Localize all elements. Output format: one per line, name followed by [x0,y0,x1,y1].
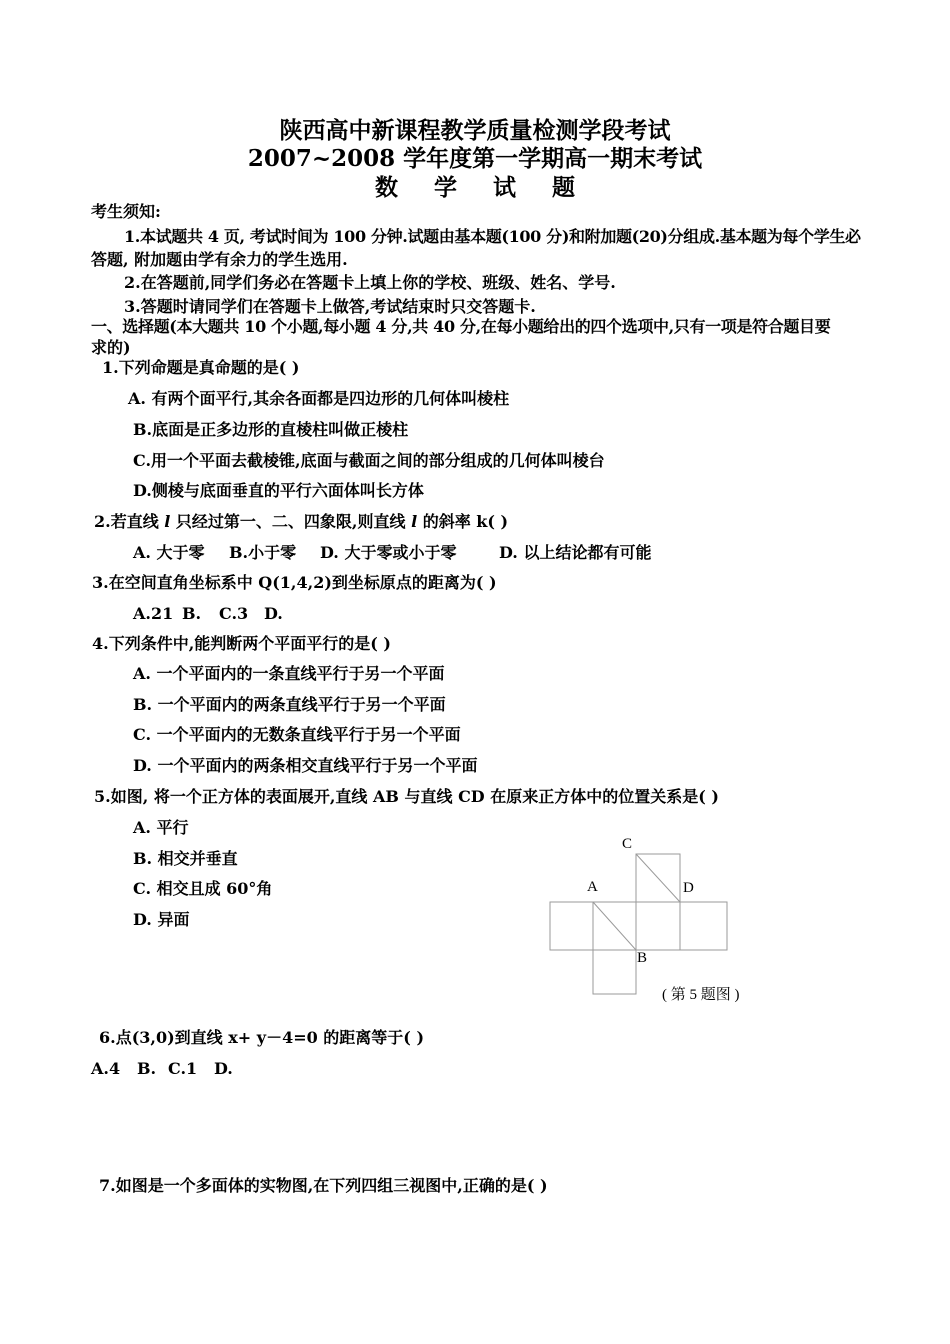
exam-title-line2: 2007~2008 学年度第一学期高一期末考试 [247,145,703,172]
question-5-option-a: A. 平行 [133,818,189,837]
question-3-option-d: D. [264,604,283,623]
notice-item-3: 3.答题时请同学们在答题卡上做答,考试结束时只交答题卡. [124,297,536,316]
section-1-heading-line1: 一、选择题(本大题共 10 个小题,每小题 4 分,共 40 分,在每小题给出的四个选项中,只有一项是符合题目要 [91,317,831,336]
section-1-heading-line2: 求的) [91,338,131,357]
exam-subject-title: 数 学 试 题 [374,174,590,201]
figure-label-a: A [587,879,598,895]
question-2-stem [94,512,508,532]
question-3-option-c: C.3 [219,604,249,623]
question-1-option-b: B.底面是正多边形的直棱柱叫做正棱柱 [133,420,409,439]
question-2-option-a: A. 大于零 [133,543,205,562]
question-3-option-b: B. [182,604,202,623]
line-l-symbol: l [164,512,171,531]
question-6-option-d: D. [214,1059,233,1078]
question-4-option-a: A. 一个平面内的一条直线平行于另一个平面 [133,664,445,683]
figure-label-c: C [622,836,633,852]
question-4-option-c: C. 一个平面内的无数条直线平行于另一个平面 [133,725,461,744]
notice-heading: 考生须知: [91,202,161,221]
question-5-option-b: B. 相交并垂直 [133,849,238,868]
question-6-option-b: B. [137,1059,157,1078]
net-face-center [636,902,680,950]
net-face-bottom [593,950,636,994]
question-4-option-d: D. 一个平面内的两条相交直线平行于另一个平面 [133,756,478,775]
question-3-option-a: A.21 [133,604,174,623]
line-l-symbol: l [411,512,418,531]
diagonal-ab [593,902,636,950]
question-1-stem: 1.下列命题是真命题的是( ) [102,358,300,377]
figure-label-b: B [637,950,648,966]
net-face-left [550,902,593,950]
question-5-option-d: D. 异面 [133,910,190,929]
question-6-option-c: C.1 [168,1059,198,1078]
question-2-stem-part2: 只经过第一、二、四象限,则直线 [170,512,412,531]
question-2-stem-part3: 的斜率 k( ) [417,512,509,531]
question-1-option-c: C.用一个平面去截棱锥,底面与截面之间的部分组成的几何体叫棱台 [133,451,605,470]
question-1-option-a: A. 有两个面平行,其余各面都是四边形的几何体叫棱柱 [128,389,510,408]
question-2-stem-part1: 2.若直线 [94,512,165,531]
question-7-stem: 7.如图是一个多面体的实物图,在下列四组三视图中,正确的是( ) [99,1176,548,1195]
question-4-stem: 4.下列条件中,能判断两个平面平行的是( ) [92,634,391,653]
cube-net-figure [540,845,740,1005]
question-3-stem: 3.在空间直角坐标系中 Q(1,4,2)到坐标原点的距离为( ) [92,573,497,592]
exam-title-line1: 陕西高中新课程教学质量检测学段考试 [279,117,671,144]
figure-label-d: D [683,880,694,896]
question-2-option-d: D. 以上结论都有可能 [499,543,652,562]
net-face-right [680,902,727,950]
notice-item-1-line1: 1.本试题共 4 页, 考试时间为 100 分钟.试题由基本题(100 分)和附加题(20)分组成.基本题为每个学生必 [124,227,861,246]
question-6-option-a: A.4 [91,1059,121,1078]
question-4-option-b: B. 一个平面内的两条直线平行于另一个平面 [133,695,446,714]
question-2-option-b: B.小于零 [229,543,297,562]
diagonal-cd [636,854,680,902]
question-5-stem: 5.如图, 将一个正方体的表面展开,直线 AB 与直线 CD 在原来正方体中的位置关系是( ) [94,787,719,806]
question-2-option-c: D. 大于零或小于零 [320,543,457,562]
question-6-stem: 6.点(3,0)到直线 x+ y－4=0 的距离等于( ) [99,1028,425,1047]
question-5-option-c: C. 相交且成 60°角 [133,879,273,898]
question-1-option-d: D.侧棱与底面垂直的平行六面体叫长方体 [133,481,424,500]
notice-item-2: 2.在答题前,同学们务必在答题卡上填上你的学校、班级、姓名、学号. [124,273,616,292]
figure-5-caption: ( 第 5 题图 ) [662,987,740,1003]
notice-item-1-line2: 答题, 附加题由学有余力的学生选用. [91,250,348,269]
